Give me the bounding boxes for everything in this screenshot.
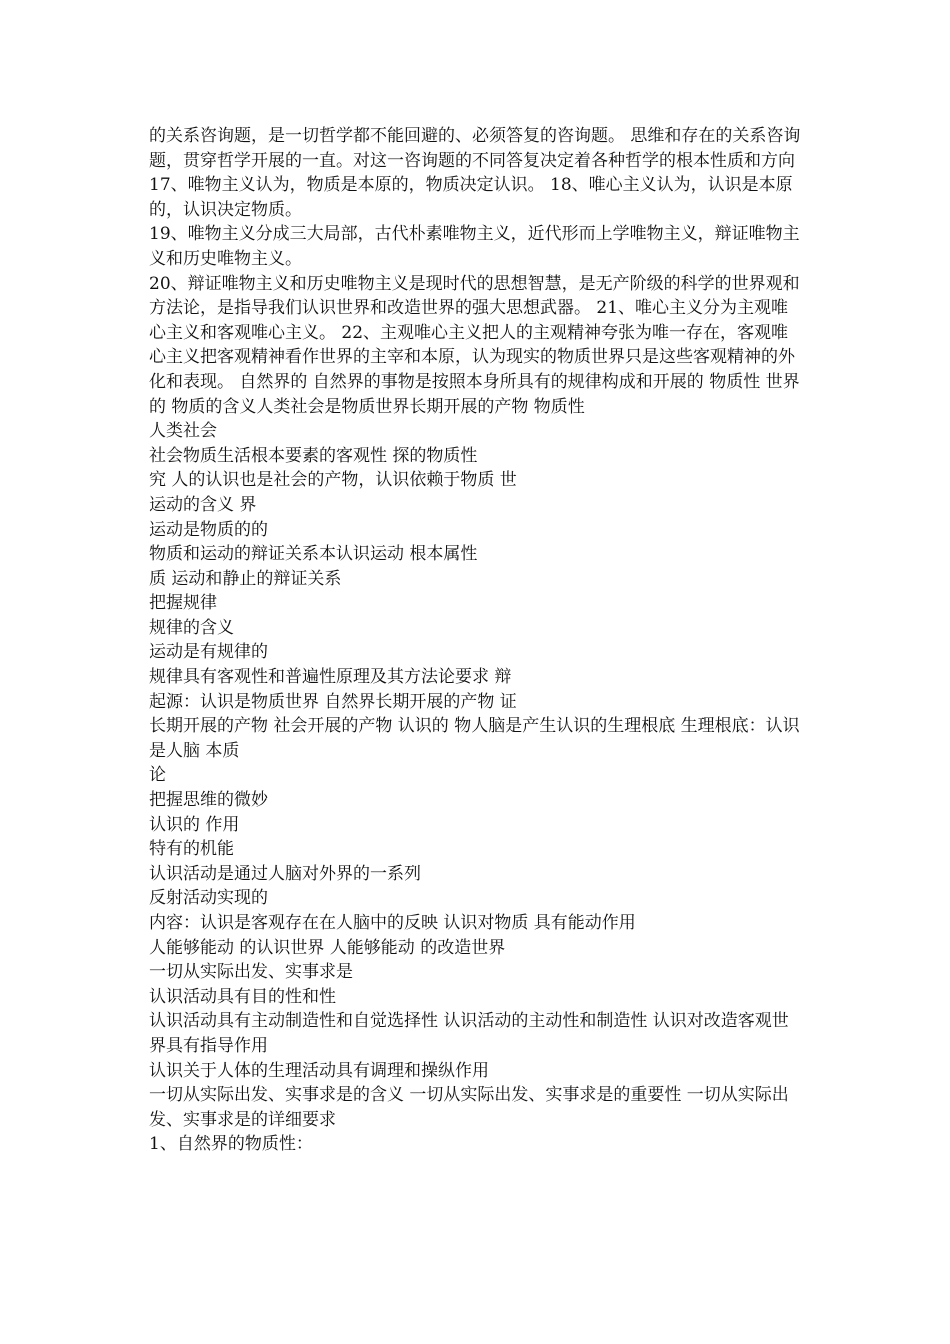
paragraph: 把握规律 [149, 593, 217, 614]
paragraph: 认识活动具有目的性和性 [149, 986, 336, 1007]
paragraph: 人类社会 [149, 421, 217, 442]
paragraph: 一切从实际出发、实事求是 [149, 962, 353, 983]
paragraph: 反射活动实现的 [149, 888, 268, 909]
paragraph: 究 人的认识也是社会的产物，认识依赖于物质 世 [149, 470, 517, 491]
paragraph: 20、辩证唯物主义和历史唯物主义是现时代的思想智慧，是无产阶级的科学的世界观和方法论，是指导我们认识世界和改造世界的强大思想武器。 21、唯心主义分为主观唯心主义和客观唯心主义。 22、主观唯心主义把人的主观精神夸张为唯一存在，客观唯心主义把客观精神看作世界的主宰和本原，认为现实的物质世界只是这些客观精神的外化和表现。 自然界的 自然界的事物是按照本身所具有的规律构成和开展的 物质性 世界的 物质的含义人类社会是物质世界长期开展的产物 物质性 [149, 273, 800, 417]
paragraph: 的关系咨询题，是一切哲学都不能回避的、必须答复的咨询题。 思维和存在的关系咨询题，贯穿哲学开展的一直。对这一咨询题的不同答复决定着各种哲学的根本性质和方向 [149, 126, 801, 171]
paragraph: 1、自然界的物质性： [149, 1134, 313, 1155]
paragraph: 认识的 作用 [149, 814, 240, 835]
paragraph: 认识关于人体的生理活动具有调理和操纵作用 [149, 1060, 489, 1081]
paragraph: 内容：认识是客观存在在人脑中的反映 认识对物质 具有能动作用 [149, 913, 636, 933]
paragraph: 运动是有规律的 [149, 642, 268, 663]
paragraph: 把握思维的微妙 [149, 790, 268, 811]
paragraph: 起源：认识是物质世界 自然界长期开展的产物 证 [149, 691, 517, 712]
paragraph: 质 运动和静止的辩证关系 [149, 568, 342, 589]
paragraph: 规律的含义 [149, 617, 234, 638]
document-body [149, 124, 801, 1157]
paragraph: 人能够能动 的认识世界 人能够能动 的改造世界 [149, 937, 506, 958]
paragraph: 物质和运动的辩证关系本认识运动 根本属性 [149, 544, 478, 565]
paragraph: 一切从实际出发、实事求是的含义 一切从实际出发、实事求是的重要性 一切从实际出发、实事求是的详细要求 [149, 1085, 789, 1130]
paragraph: 运动是物质的的 [149, 519, 268, 540]
paragraph: 运动的含义 界 [149, 494, 257, 515]
paragraph: 论 [149, 765, 166, 786]
paragraph: 特有的机能 [149, 839, 234, 860]
paragraph: 长期开展的产物 社会开展的产物 认识的 物人脑是产生认识的生理根底 生理根底：认识是人脑 本质 [149, 716, 800, 761]
paragraph: 社会物质生活根本要素的客观性 探的物质性 [149, 445, 478, 466]
paragraph: 19、唯物主义分成三大局部，古代朴素唯物主义，近代形而上学唯物主义，辩证唯物主义和历史唯物主义。 [149, 224, 800, 269]
paragraph: 17、唯物主义认为，物质是本原的，物质决定认识。 18、唯心主义认为，认识是本原的，认识决定物质。 [149, 175, 793, 220]
paragraph: 认识活动具有主动制造性和自觉选择性 认识活动的主动性和制造性 认识对改造客观世界具有指导作用 [149, 1011, 789, 1056]
paragraph: 认识活动是通过人脑对外界的一系列 [149, 863, 421, 884]
paragraph: 规律具有客观性和普遍性原理及其方法论要求 辩 [149, 667, 512, 688]
